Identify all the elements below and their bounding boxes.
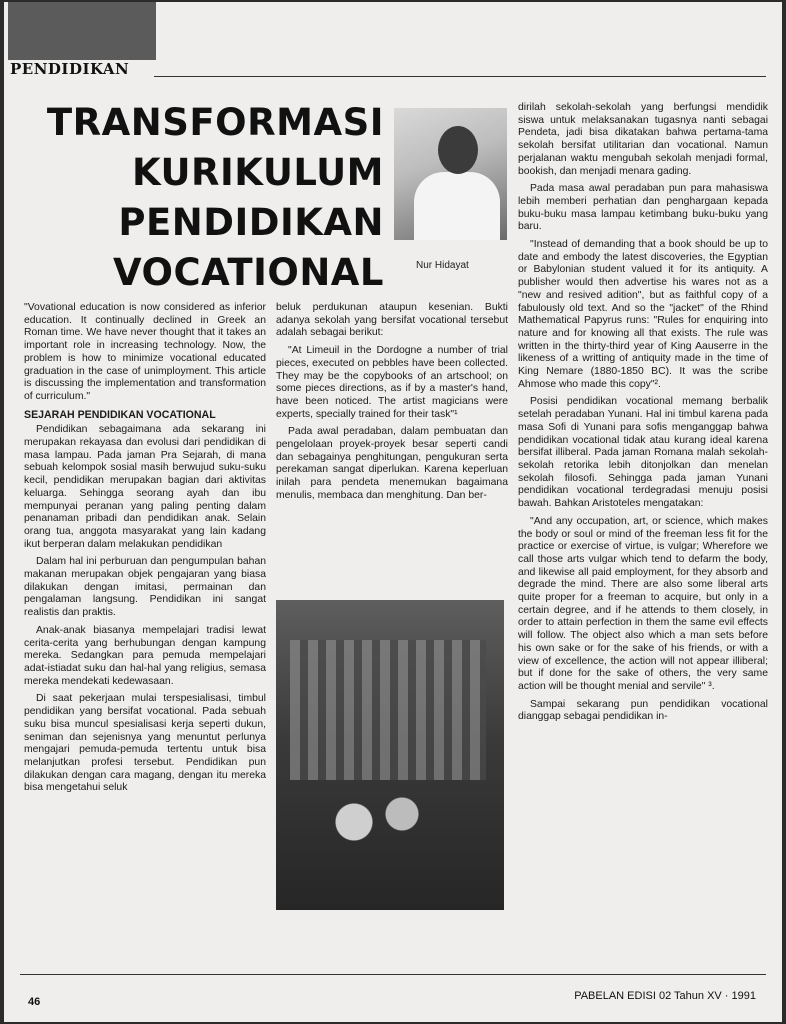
bottom-rule	[20, 974, 766, 975]
quote: "Instead of demanding that a book should be up to date and embody the latest discoveries, the Egyptian or Babylonian student valued it for its antiquity. A publisher would then advertise his wares not as a "new and resived adition", but as faithful copy of a fabulously old text. And so the "jacket" of the Rhind Mathematical Papyrus runs: "Rules for enquiring into nature and for knowing all that exists. The rule was written in the thirty-third year of King Aauserre in the likeness of a writting of antiquity made in the time of King Nemare (1880-1850 BC). It was the scribe Ahmose who made this copy"².	[518, 239, 768, 390]
paragraph: Posisi pendidikan vocational memang berbalik setelah peradaban Yunani. Hal ini timbul karena pada masa Sofi di Yunani para sofis menganggap bahwa pendidikan vocational tidak atau kurang ideal karena bersifat illiberal. Pada jaman Romana malah sekolah-sekolah retorika lebih ditonjolkan dan menelan sekolah filosofi. Sehingga pada jaman Yunani pendidikan vocational terdegradasi menuju posisi bawah. Bahkan Aristoteles mengatakan:	[518, 396, 768, 510]
title-line: TRANSFORMASI	[46, 101, 384, 144]
paragraph: Pada awal peradaban, dalam pembuatan dan pengelolaan proyek-proyek besar seperti candi dan sebagainya penghitungan, pengukuran serta perekaman sangat diperlukan. Karena keperluan inilah para pendeta menemukan bagaimana menulis, membaca dan menghitung. Dan ber-	[276, 426, 508, 501]
photo-people	[306, 790, 466, 870]
top-rule	[154, 76, 766, 77]
article-photo	[276, 600, 504, 910]
paragraph: Sampai sekarang pun pendidikan vocational dianggap sebagai pendidikan in-	[518, 698, 768, 723]
column-2	[276, 302, 508, 508]
paragraph: Pada masa awal peradaban pun para mahasiswa lebih memberi perhatian dan penghargaan kepada buku-buku masa lampau ketimbang buku-buku yang baru.	[518, 183, 768, 233]
abstract: "Vovational education is now considered as inferior education. It continually declined in Greek an Roman time. We have never thought that it takes an important role in increasing technology. Now, the problem is how to minimize vocational educated graduation in the case of unimployment. This article is discussing the implementation and transformation of curriculum."	[24, 302, 266, 402]
author-photo-body	[414, 172, 500, 240]
paragraph: Dalam hal ini perburuan dan pengumpulan bahan makanan merupakan objek pengajaran yang biasa dilakukan dengan imitasi, permainan dan pengalaman langsung. Pendidikan ini sangat realistis dan praktis.	[24, 556, 266, 619]
paragraph: dirilah sekolah-sekolah yang berfungsi mendidik siswa untuk melaksanakan tugasnya nanti sebagai Pendeta, jadi bisa dikatakan bahwa pertama-tama sekolah bersifat utilitarian dan vocational. Namun perjalanan waktu mengubah sekolah menjadi formal, bookish, dan menjadi menara gading.	[518, 102, 768, 177]
column-1	[24, 302, 266, 800]
title-line: KURIKULUM	[131, 151, 384, 194]
quote: "And any occupation, art, or science, which makes the body or soul or mind of the freeman less fit for the practice or exercise of virtue, is vulgar; Wherefore we call those arts vulgar which tend to defarm the body, and likewise all paid employment, for they absorb and degrade the mind. There are also some liberal arts quite proper for a freeman to acquire, but only in a certain degree, and if he attends to them closely, in order to attain perfection in them the same evil effects will follow. The object also which a man sets before his own sake or for the sake of his friends, or with a view of excellence, the action will not appear illiberal; but if done for the sake of others, the very same action will be thought menial and servile" ³.	[518, 515, 768, 692]
paragraph: Pendidikan sebagaimana ada sekarang ini merupakan rekayasa dan evolusi dari pendidikan di masa lampau. Pada jaman Pra Sejarah, di mana sebuah kelompok sosial masih berwujud suku-suku kecil, pendidikan merupakan bagian dari aktivitas keluarga. Sehingga seorang ayah dan ibu mempunyai peranan yang paling penting dalam penanaman pribadi dan pendidikan anak. Selain orang tua, anggota masyarakat yang lain kadang ikut berperan dalam melakukan pendidikan	[24, 424, 266, 550]
author-photo	[394, 108, 507, 240]
title-line: VOCATIONAL	[113, 251, 384, 294]
column-3	[518, 102, 768, 729]
paragraph: Anak-anak biasanya mempelajari tradisi lewat cerita-cerita yang berhubungan dengan kampung mereka. Sedangkan para pemuda mempelajari adat-istiadat suku dan hal-hal yang religius, semasa mereka mendekati kedewasaan.	[24, 624, 266, 687]
magazine-page	[4, 2, 782, 1022]
author-photo-face	[438, 126, 478, 174]
section-heading: SEJARAH PENDIDIKAN VOCATIONAL	[24, 408, 216, 421]
paragraph: beluk perdukunan ataupun kesenian. Bukti adanya sekolah yang bersifat vocational tersebut adalah sebagai berikut:	[276, 302, 508, 339]
quote: "At Limeuil in the Dordogne a number of trial pieces, executed on pebbles have been collected. They may be the copybooks of an artschool; on some pieces directions, as if by a master's hand, have been noticed. The artist magicians were experts, specially trained for their task"¹	[276, 345, 508, 420]
author-name: Nur Hidayat	[416, 260, 469, 271]
paragraph: Di saat pekerjaan mulai terspesialisasi, timbul pendidikan yang bersifat vocational. Pada sebuah suku bisa muncul spesialisasi kerja seperti dukun, seniman dan sejenisnya yang menuntut perlunya mengajari pemuda-pemuda tertentu untuk bisa melanjutkan profesi tersebut. Pendidikan pun dilakukan dengan cara magang, dengan itu mereka bisa mengetahui seluk	[24, 693, 266, 794]
header-shade	[8, 2, 156, 60]
title-line: PENDIDIKAN	[118, 201, 384, 244]
publication-footer: PABELAN EDISI 02 Tahun XV · 1991	[574, 990, 756, 1002]
photo-shelf	[290, 640, 486, 780]
article-title	[34, 98, 384, 298]
page-number: 46	[28, 996, 41, 1008]
section-label: PENDIDIKAN	[10, 60, 130, 78]
